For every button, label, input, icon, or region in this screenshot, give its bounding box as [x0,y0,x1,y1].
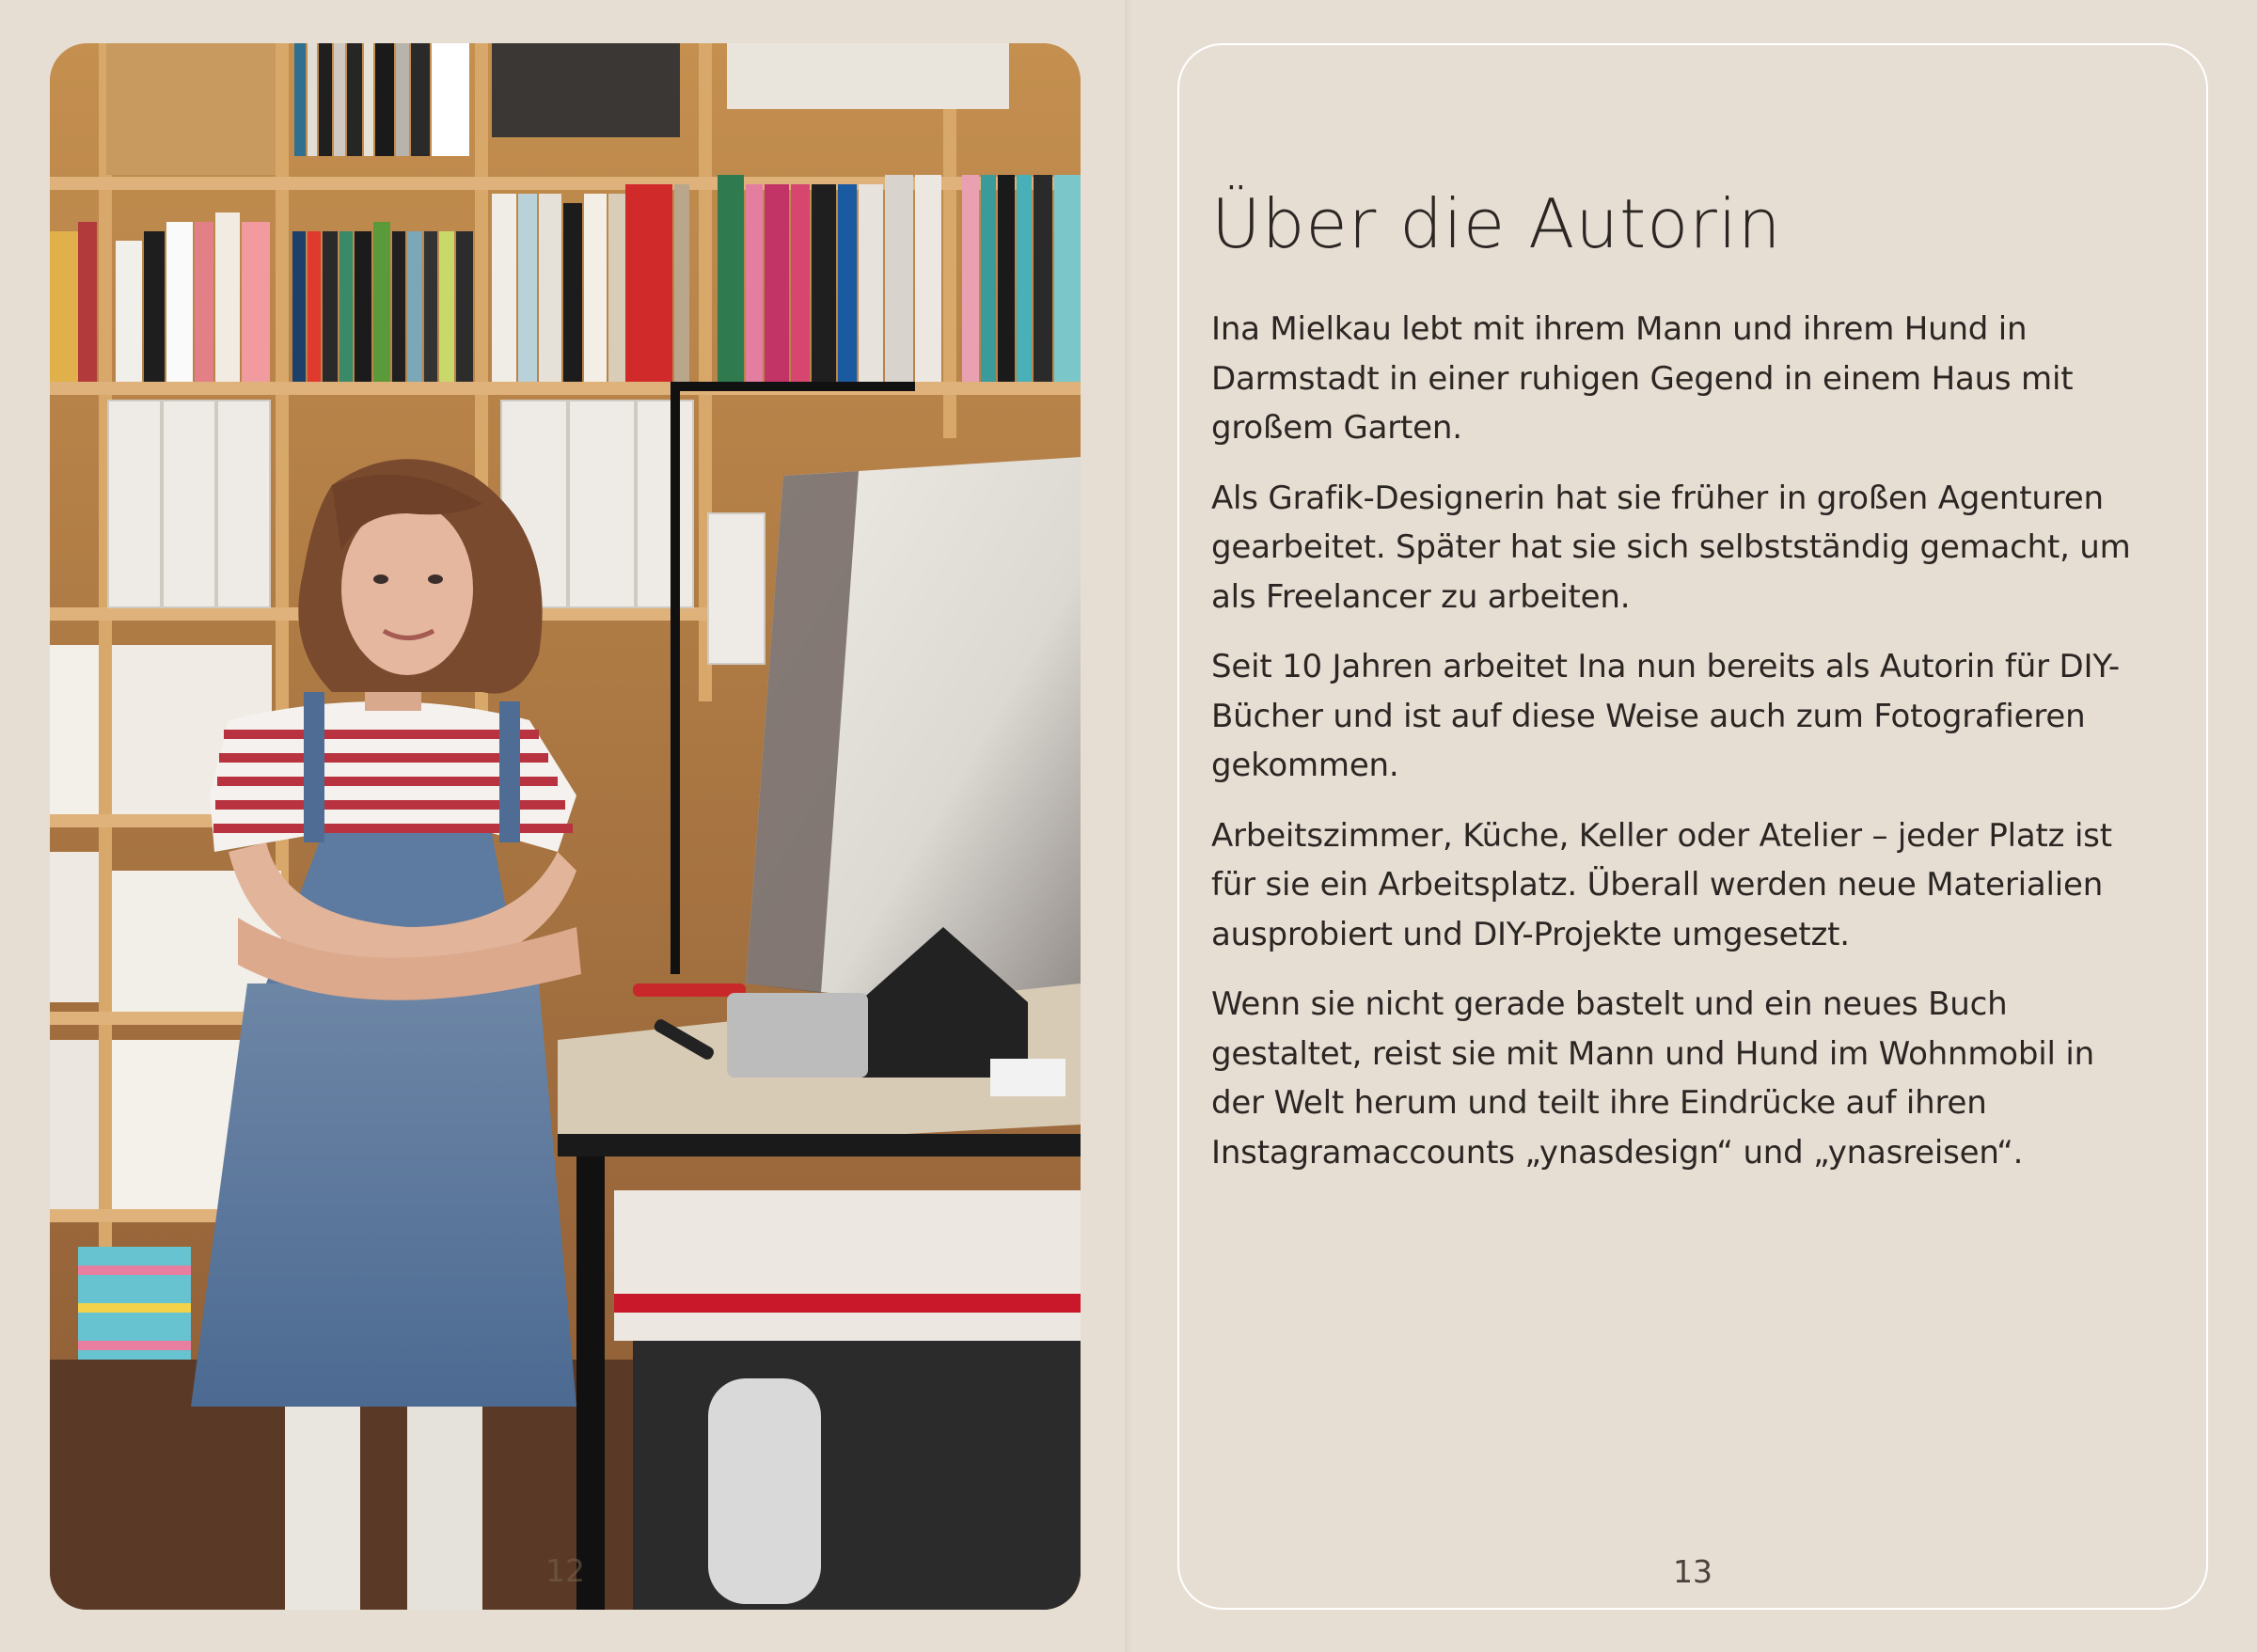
bio-paragraph-3: Seit 10 Jahren arbeitet Ina nun bereits als Autorin für DIY-Bücher und ist auf diese Weise auch zum Fotografieren gekommen. [1211,648,2120,784]
page-number-left: 12 [545,1552,585,1589]
author-photo-illustration [50,43,1081,1610]
bio-paragraph-5: Wenn sie nicht gerade bastelt und ein neues Buch gestaltet, reist sie mit Mann und Hund im Wohnmobil in der Welt herum und teilt ihre Eindrücke auf ihren Instagramaccounts „ynasdesign“ und „ynasreisen“. [1211,985,2094,1172]
book-gutter [1125,0,1132,1652]
text-card [1177,43,2208,1610]
page-number-right: 13 [1673,1553,1712,1590]
page-title: Über die Autorin [1211,184,1782,263]
author-photo [50,43,1081,1610]
bio-paragraph-2: Als Grafik-Designerin hat sie früher in großen Agenturen gearbeitet. Später hat sie sich selbstständig gemacht, um als Freelancer zu arbeiten. [1211,479,2131,616]
bio-paragraph-1: Ina Mielkau lebt mit ihrem Mann und ihrem Hund in Darmstadt in einer ruhigen Gegend in einem Haus mit großem Garten. [1211,310,2074,447]
author-bio [1211,305,2152,1198]
bio-paragraph-4: Arbeitszimmer, Küche, Keller oder Atelier – jeder Platz ist für sie ein Arbeitsplatz. Überall werden neue Materialien ausprobiert und DIY-Projekte umgesetzt. [1211,816,2112,953]
